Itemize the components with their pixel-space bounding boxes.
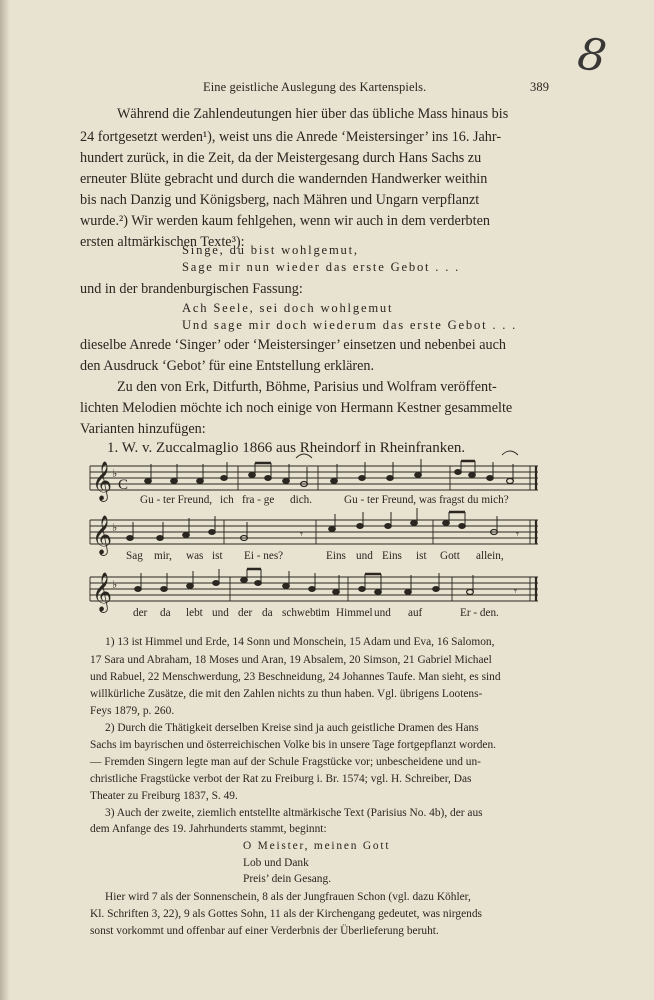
verse-line: Sage mir nun wieder das erste Gebot . . .	[182, 260, 461, 274]
lyric: ist	[212, 550, 223, 562]
footnote-line: — Fremden Singern legte man auf der Schule Fragstücke vor; unbescheidene und un-	[90, 756, 481, 768]
footnote-verse: Lob und Dank	[243, 857, 309, 869]
lyric: mir,	[154, 550, 172, 562]
footnote-line: 17 Sara und Abraham, 18 Moses und Aran, 19 Absalem, 20 Simson, 21 Gabriel Michael	[90, 654, 492, 666]
lyric: da	[160, 607, 171, 619]
footnote-line: Kl. Schriften 3, 22), 9 als Gottes Sohn, 11 als der Kirchengang gedeutet, was nirgends	[90, 908, 482, 920]
footnote-line: christliche Fragstücke verbot der Rat zu Freiburg i. Br. 1574; vgl. H. Schreiber, Das	[90, 773, 472, 785]
lyric: da	[262, 607, 273, 619]
lyric: Himmel	[336, 607, 373, 619]
lyric: der	[238, 607, 253, 619]
body-line: lichten Melodien möchte ich noch einige von Hermann Kestner gesammelte	[80, 400, 513, 416]
lyric: Gu - ter Freund,	[140, 494, 213, 506]
svg-text:𝄞: 𝄞	[92, 461, 113, 501]
handwritten-folio-number: 8	[574, 28, 610, 83]
running-title: Eine geistliche Auslegung des Kartenspiels.	[203, 80, 427, 94]
footnote-line: Theater zu Freiburg 1837, S. 49.	[90, 790, 238, 802]
footnote-line: Feys 1879, p. 260.	[90, 705, 175, 717]
footnote-line: willkürliche Zusätze, die mit den Zahlen nichts zu thun haben. Vgl. übrigens Lootens-	[90, 688, 483, 700]
page-number: 389	[530, 80, 550, 94]
footnote-verse: Preis’ dein Gesang.	[243, 873, 332, 885]
body-line: ersten altmärkischen Texte³):	[80, 234, 245, 250]
footnote-line: 3) Auch der zweite, ziemlich entstellte altmärkische Text (Parisius No. 4b), der aus	[105, 807, 483, 819]
lyric: und	[356, 550, 373, 562]
lyric: Gu - ter Freund, was fragst du mich?	[344, 494, 509, 506]
body-line: wurde.²) Wir werden kaum fehlgehen, wenn wir auch in dem verderbten	[80, 213, 490, 229]
lyric: im	[318, 607, 330, 619]
lyric: Er - den.	[460, 607, 499, 619]
lyric: der	[133, 607, 148, 619]
svg-text:C: C	[118, 477, 129, 493]
body-line: und in der brandenburgischen Fassung:	[80, 281, 303, 297]
lyric: Sag	[126, 550, 143, 562]
lyric: und	[374, 607, 391, 619]
footnote-verse: O Meister, meinen Gott	[243, 840, 391, 852]
verse-line: Ach Seele, sei doch wohlgemut	[182, 301, 394, 315]
svg-text:♭: ♭	[112, 521, 118, 534]
svg-text:♭: ♭	[112, 467, 118, 480]
lyric: ich	[220, 494, 234, 506]
body-line: 24 fortgesetzt werden¹), weist uns die Anrede ‘Meistersinger’ ins 16. Jahr-	[80, 129, 502, 145]
svg-text:♭: ♭	[112, 578, 118, 591]
lyric: allein,	[476, 550, 504, 562]
lyric: Eins	[326, 550, 346, 562]
lyric: Gott	[440, 550, 460, 562]
music-heading: 1. W. v. Zuccalmaglio 1866 aus Rheindorf in Rheinfranken.	[107, 440, 466, 456]
body-line: hundert zurück, in die Zeit, da der Meistergesang durch Hans Sachs zu	[80, 150, 482, 166]
svg-text:𝄾: 𝄾	[514, 585, 517, 598]
svg-text:𝄞: 𝄞	[92, 515, 113, 555]
lyric: Eins	[382, 550, 402, 562]
footnote-line: und Rabuel, 22 Menschwerdung, 23 Beschneidung, 24 Johannes Taufe. Man sieht, es sind	[90, 671, 501, 683]
body-line: Zu den von Erk, Ditfurth, Böhme, Parisius und Wolfram veröffent-	[117, 379, 497, 395]
footnote-line: dem Anfange des 19. Jahrhunderts stammt, beginnt:	[90, 823, 327, 835]
svg-text:𝄾: 𝄾	[300, 528, 303, 541]
footnote-line: Sachs im bayrischen und österreichischen Volke bis in unsere Tage fortgepflanzt worden.	[90, 739, 496, 751]
svg-text:𝄾: 𝄾	[516, 528, 519, 541]
lyric: ist	[416, 550, 427, 562]
lyric: Ei - nes?	[244, 550, 284, 562]
body-line: erneuter Blüte gebracht und durch die wandernden Handwerker weithin	[80, 171, 488, 187]
body-line: dieselbe Anrede ‘Singer’ oder ‘Meistersinger’ einsetzen und nebenbei auch	[80, 337, 506, 353]
verse-line: Und sage mir doch wiederum das erste Gebot . . .	[182, 318, 518, 332]
svg-text:𝄞: 𝄞	[92, 572, 113, 612]
body-line: bis nach Danzig und Königsberg, nach Mähren und Ungarn verpflanzt	[80, 192, 480, 208]
page-spine-shadow	[0, 0, 10, 1000]
footnote-line: 1) 13 ist Himmel und Erde, 14 Sonn und Monschein, 15 Adam und Eva, 16 Salomon,	[105, 636, 495, 648]
lyric: und	[212, 607, 229, 619]
body-line: Varianten hinzufügen:	[80, 421, 206, 437]
lyric: lebt	[186, 607, 203, 619]
lyric: schwebt	[282, 607, 319, 619]
lyric: was	[186, 550, 204, 562]
body-line: Während die Zahlendeutungen hier über das übliche Mass hinaus bis	[117, 106, 509, 122]
footnote-line: sonst vorkommt und offenbar auf einer Verderbnis der Überlieferung beruht.	[90, 925, 439, 937]
verse-line: Singe, du bist wohlgemut,	[182, 243, 359, 257]
lyric: fra - ge	[242, 494, 275, 506]
body-line: den Ausdruck ‘Gebot’ für eine Entstellung erklären.	[80, 358, 375, 374]
lyric: auf	[408, 607, 423, 619]
lyric: dich.	[290, 494, 313, 506]
footnote-line: Hier wird 7 als der Sonnenschein, 8 als der Jungfrauen Schon (vgl. dazu Köhler,	[105, 891, 471, 903]
footnote-line: 2) Durch die Thätigkeit derselben Kreise sind ja auch geistliche Dramen des Hans	[105, 722, 479, 734]
